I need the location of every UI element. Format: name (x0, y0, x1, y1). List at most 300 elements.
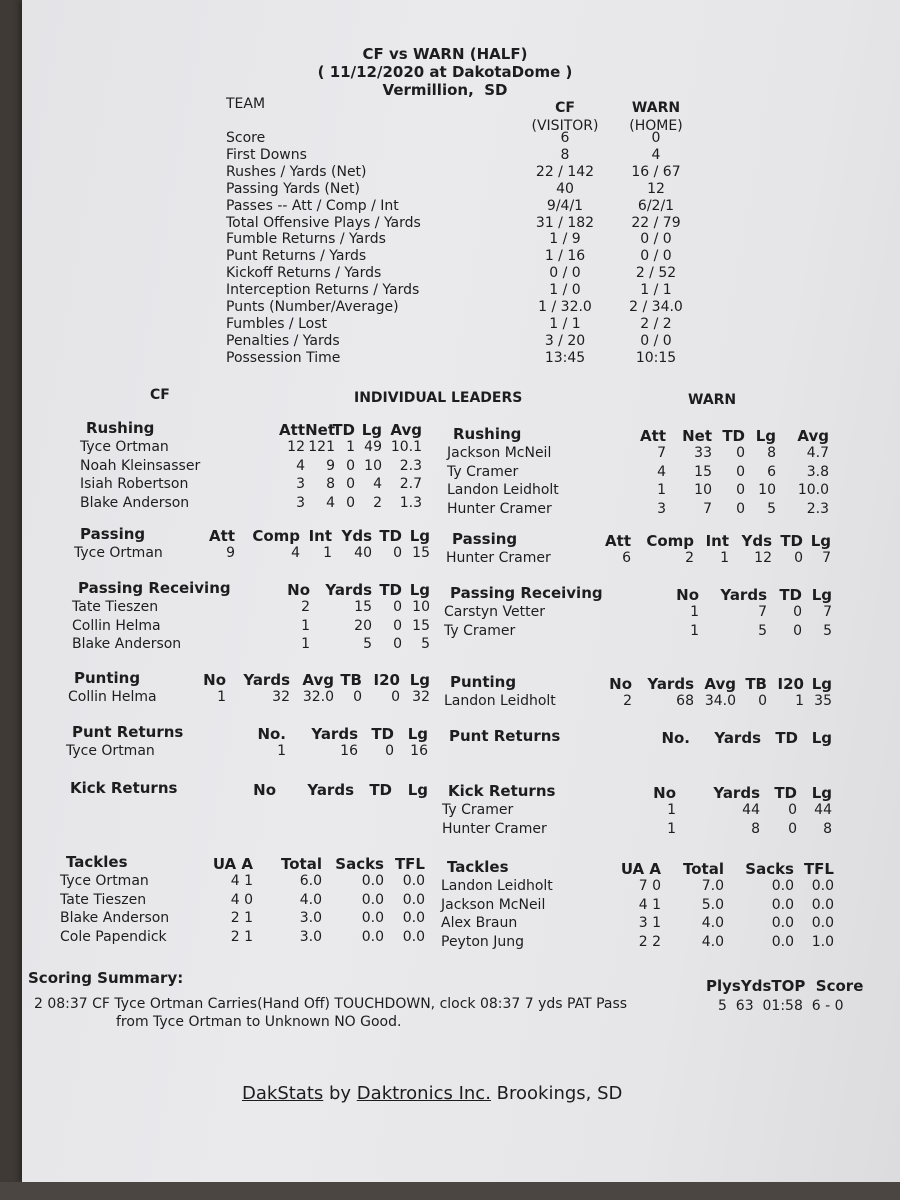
leaders-right-team: WARN (688, 392, 737, 408)
team-stat-label: Fumble Returns / Yards (226, 231, 386, 248)
cf-rushing-value: 1.3 (399, 494, 422, 511)
team-stat-visitor: 1 / 32.0 (538, 299, 592, 315)
cf-punt-returns-col-header: TD (371, 725, 394, 743)
cf-punt-returns-player: Tyce Ortman (66, 743, 155, 759)
team-stat-label: Punts (Number/Average) (226, 299, 399, 315)
warn-rushing-value: 6 (767, 463, 776, 480)
warn-kick-returns-value: 44 (814, 802, 832, 818)
warn-rushing-value: 3.8 (806, 463, 829, 480)
cf-receiving-player: Collin Helma (72, 617, 161, 634)
warn-kick-returns-value: 1 (667, 802, 676, 818)
warn-punt-returns-col-header: TD (775, 729, 798, 747)
cf-receiving-value: 0 (393, 599, 402, 615)
cf-receiving-col-header: Lg (409, 581, 430, 599)
cf-passing-title: Passing (80, 525, 146, 543)
cf-punting-col-header: Avg (302, 671, 334, 689)
warn-rushing-player: Ty Cramer (447, 463, 519, 480)
warn-rushing-value: 8 (767, 445, 776, 461)
cf-tackles-value: 0.0 (361, 873, 384, 889)
warn-kick-returns-value: 1 (667, 820, 676, 837)
team-stat-visitor: 22 / 142 (535, 163, 595, 180)
cf-tackles-value: 4.0 (299, 891, 322, 908)
warn-punting-title: Punting (450, 673, 517, 691)
cf-tackles-player: Cole Papendick (60, 928, 167, 945)
warn-rushing-value: 10 (758, 482, 776, 499)
team-stat-home: 0 (651, 130, 661, 146)
warn-rushing-value: 5 (767, 500, 776, 517)
warn-passing-col-header: TD (780, 532, 803, 550)
cf-rushing-value: 0 (346, 457, 355, 474)
cf-rushing-col-header: Lg (361, 421, 382, 439)
warn-rushing-value: 10 (694, 482, 712, 499)
cf-rushing-value: 10.1 (390, 439, 422, 455)
warn-kick-returns-value: 44 (742, 802, 760, 818)
cf-receiving-value: 15 (412, 617, 430, 634)
warn-tackles-col-header: TFL (803, 860, 834, 878)
warn-kick-returns-col-header: TD (774, 784, 797, 802)
warn-rushing-value: 0 (736, 463, 745, 480)
warn-punt-returns-col-header: Yards (714, 729, 761, 747)
team-stat-visitor: 3 / 20 (544, 332, 586, 349)
warn-tackles-value: 1.0 (811, 933, 834, 950)
warn-punting-col-header: TB (745, 675, 767, 693)
footer (242, 1083, 622, 1105)
team-stat-home: 0 / 0 (640, 248, 672, 265)
warn-receiving-value: 5 (758, 622, 767, 639)
cf-receiving-value: 1 (301, 617, 310, 634)
team-stat-home: 12 (647, 180, 665, 197)
warn-punting-value: 34.0 (704, 693, 736, 709)
cf-receiving-value: 5 (421, 636, 430, 653)
team-label: TEAM (226, 96, 266, 112)
warn-tackles-value: 0.0 (811, 896, 834, 913)
cf-tackles-value: 0.0 (402, 873, 425, 889)
cf-kick-returns-col-header: Yards (307, 781, 354, 799)
warn-rushing-col-header: Lg (755, 427, 776, 445)
cf-kick-returns-col-header: No (253, 781, 276, 799)
warn-tackles-value: 0.0 (771, 896, 794, 913)
warn-tackles-value: 0.0 (771, 915, 794, 932)
leaders-left-team: CF (150, 387, 170, 403)
team-stat-visitor: 6 (560, 130, 570, 146)
warn-rushing-col-header: Net (682, 427, 712, 445)
game-date-venue: ( 11/12/2020 at DakotaDome ) (317, 63, 573, 81)
warn-punting-col-header: I20 (777, 675, 804, 693)
cf-receiving-player: Blake Anderson (72, 636, 182, 653)
team-stat-home: 16 / 67 (631, 163, 681, 180)
warn-tackles-player: Alex Braun (441, 915, 518, 932)
leaders-title: INDIVIDUAL LEADERS (354, 390, 523, 406)
warn-kick-returns-player: Ty Cramer (442, 802, 514, 818)
team-stat-label: Punt Returns / Yards (226, 248, 367, 265)
cf-rushing-value: 12 (287, 439, 305, 455)
cf-tackles-value: 2 1 (230, 910, 253, 927)
cf-passing-col-header: Int (308, 527, 332, 545)
warn-tackles-value: 4 1 (638, 896, 661, 913)
cf-rushing-value: 2 (373, 494, 382, 511)
warn-rushing-value: 0 (736, 500, 745, 517)
visitor-team-name: CF (555, 100, 575, 116)
cf-punting-col-header: I20 (373, 671, 400, 689)
warn-punting-value: 0 (758, 693, 767, 709)
warn-punting-value: 2 (623, 693, 632, 709)
warn-tackles-value: 2 2 (638, 933, 661, 950)
team-stat-home: 0 / 0 (640, 332, 672, 349)
footer-by: by (323, 1083, 357, 1104)
cf-rushing-col-header: Avg (390, 421, 422, 439)
warn-passing-value: 7 (822, 550, 831, 566)
cf-tackles-col-header: Sacks (335, 855, 384, 873)
warn-tackles-value: 4.0 (701, 915, 724, 932)
cf-punting-value: 1 (217, 689, 226, 705)
warn-rushing-col-header: Avg (797, 427, 829, 445)
warn-kick-returns-value: 0 (788, 820, 797, 837)
cf-receiving-player: Tate Tieszen (72, 599, 159, 615)
warn-receiving-value: 1 (690, 622, 699, 639)
warn-rushing-col-header: TD (722, 427, 745, 445)
home-tag: (HOME) (629, 118, 683, 134)
warn-passing-col-header: Yds (741, 532, 772, 550)
cf-kick-returns-col-header: Lg (407, 781, 428, 799)
warn-rushing-value: 15 (694, 463, 712, 480)
warn-punting-value: 68 (676, 693, 694, 709)
team-stat-visitor: 1 / 16 (544, 248, 586, 265)
cf-tackles-player: Tate Tieszen (60, 891, 147, 908)
warn-rushing-value: 1 (657, 482, 666, 499)
warn-receiving-value: 0 (793, 604, 802, 620)
warn-receiving-col-header: Yards (720, 586, 767, 604)
footer-place: Brookings, SD (490, 1083, 623, 1104)
cf-rushing-col-header: Att (279, 421, 305, 439)
warn-rushing-title: Rushing (453, 425, 522, 443)
cf-punting-value: 32 (412, 689, 430, 705)
warn-punting-player: Landon Leidholt (444, 693, 556, 709)
team-stat-home: 2 / 2 (640, 315, 672, 332)
warn-passing-col-header: Att (605, 532, 631, 550)
cf-kick-returns-title: Kick Returns (70, 779, 178, 797)
cf-passing-player: Tyce Ortman (74, 545, 163, 561)
cf-punt-returns-col-header: No. (257, 725, 286, 743)
warn-passing-value: 6 (622, 550, 631, 566)
cf-punting-value: 0 (391, 689, 400, 705)
cf-rushing-value: 121 (308, 439, 335, 455)
warn-kick-returns-value: 8 (823, 820, 832, 837)
team-stat-label: Possession Time (226, 349, 341, 366)
cf-passing-value: 4 (291, 545, 300, 561)
cf-rushing-value: 2.7 (399, 476, 422, 493)
warn-tackles-value: 7.0 (701, 878, 724, 894)
cf-punt-returns-title: Punt Returns (72, 723, 184, 741)
cf-rushing-value: 10 (364, 457, 382, 474)
warn-tackles-value: 5.0 (701, 896, 724, 913)
warn-passing-col-header: Lg (810, 532, 831, 550)
cf-rushing-value: 4 (326, 494, 335, 511)
cf-receiving-value: 15 (354, 599, 372, 615)
cf-tackles-value: 3.0 (299, 928, 322, 945)
warn-tackles-value: 0.0 (771, 878, 794, 894)
team-stat-home: 2 / 34.0 (629, 299, 683, 315)
cf-rushing-value: 4 (296, 457, 305, 474)
cf-tackles-value: 4 1 (230, 873, 253, 889)
cf-receiving-value: 20 (354, 617, 372, 634)
warn-rushing-value: 4 (657, 463, 666, 480)
warn-rushing-value: 3 (657, 500, 666, 517)
cf-passing-value: 40 (354, 545, 372, 561)
team-stat-visitor: 8 (560, 146, 570, 163)
cf-tackles-value: 6.0 (299, 873, 322, 889)
warn-passing-value: 0 (794, 550, 803, 566)
warn-tackles-col-header: UA A (620, 860, 661, 878)
warn-tackles-value: 0.0 (811, 915, 834, 932)
warn-punting-value: 35 (814, 693, 832, 709)
warn-rushing-player: Hunter Cramer (447, 500, 552, 517)
cf-rushing-player: Isiah Robertson (80, 476, 189, 493)
dakstats-link[interactable]: DakStats (242, 1083, 324, 1104)
warn-rushing-col-header: Att (640, 427, 666, 445)
warn-receiving-value: 0 (793, 622, 802, 639)
cf-receiving-value: 5 (363, 636, 372, 653)
warn-punting-col-header: Avg (704, 675, 736, 693)
cf-punting-title: Punting (74, 669, 141, 687)
warn-receiving-col-header: Lg (811, 586, 832, 604)
daktronics-link[interactable]: Daktronics Inc. (356, 1083, 491, 1104)
cf-passing-value: 15 (412, 545, 430, 561)
warn-receiving-title: Passing Receiving (450, 584, 603, 602)
warn-passing-player: Hunter Cramer (446, 550, 551, 566)
team-stat-home: 22 / 79 (631, 214, 681, 231)
cf-rushing-value: 0 (346, 476, 355, 493)
cf-rushing-value: 3 (296, 476, 305, 493)
cf-rushing-col-header: TD (332, 421, 355, 439)
scoring-columns-header: PlysYdsTOP Score (706, 977, 864, 995)
warn-kick-returns-value: 8 (751, 820, 760, 837)
warn-tackles-player: Jackson McNeil (441, 896, 546, 913)
team-stat-home: 4 (651, 146, 661, 163)
cf-passing-col-header: Yds (341, 527, 372, 545)
team-stat-label: Total Offensive Plays / Yards (226, 214, 421, 231)
scoring-summary-title: Scoring Summary: (28, 969, 184, 987)
cf-rushing-value: 8 (326, 476, 335, 493)
cf-tackles-value: 0.0 (402, 891, 425, 908)
warn-rushing-value: 2.3 (806, 500, 829, 517)
warn-kick-returns-player: Hunter Cramer (442, 820, 547, 837)
cf-passing-col-header: Att (209, 527, 235, 545)
team-stat-home: 2 / 52 (635, 265, 677, 282)
team-stat-label: Passing Yards (Net) (226, 180, 360, 197)
warn-passing-col-header: Comp (646, 532, 694, 550)
cf-tackles-value: 0.0 (361, 910, 384, 927)
warn-tackles-col-header: Sacks (745, 860, 794, 878)
team-stat-visitor: 1 / 1 (549, 315, 581, 332)
cf-punting-col-header: Lg (409, 671, 430, 689)
team-stat-visitor: 9/4/1 (546, 197, 584, 214)
warn-tackles-player: Landon Leidholt (441, 878, 553, 894)
warn-tackles-value: 7 0 (638, 878, 661, 894)
warn-kick-returns-value: 0 (788, 802, 797, 818)
cf-receiving-col-header: TD (379, 581, 402, 599)
warn-kick-returns-col-header: Yards (713, 784, 760, 802)
cf-punt-returns-col-header: Yards (311, 725, 358, 743)
warn-punting-col-header: Lg (811, 675, 832, 693)
warn-passing-col-header: Int (705, 532, 729, 550)
cf-passing-col-header: Lg (409, 527, 430, 545)
team-stat-home: 0 / 0 (640, 231, 672, 248)
cf-passing-col-header: Comp (252, 527, 300, 545)
warn-rushing-player: Jackson McNeil (447, 445, 552, 461)
warn-tackles-value: 3 1 (638, 915, 661, 932)
game-title: CF vs WARN (HALF) (362, 45, 528, 63)
cf-punting-col-header: Yards (243, 671, 290, 689)
cf-receiving-value: 0 (393, 617, 402, 634)
cf-tackles-player: Tyce Ortman (60, 873, 149, 889)
cf-tackles-value: 0.0 (361, 928, 384, 945)
team-stat-visitor: 40 (556, 180, 574, 197)
cf-rushing-value: 0 (346, 494, 355, 511)
team-stat-label: Kickoff Returns / Yards (226, 265, 382, 282)
warn-rushing-value: 4.7 (806, 445, 829, 461)
team-stat-label: Interception Returns / Yards (226, 282, 420, 299)
cf-rushing-value: 2.3 (399, 457, 422, 474)
cf-rushing-value: 49 (364, 439, 382, 455)
warn-receiving-value: 7 (758, 604, 767, 620)
scoring-play-line-2: from Tyce Ortman to Unknown NO Good. (116, 1014, 402, 1030)
cf-passing-col-header: TD (379, 527, 402, 545)
team-stat-home: 10:15 (635, 349, 677, 366)
team-stat-visitor: 1 / 9 (549, 231, 581, 248)
warn-receiving-value: 5 (823, 622, 832, 639)
game-location: Vermillion, SD (382, 81, 508, 99)
warn-receiving-col-header: No (676, 586, 699, 604)
team-stat-visitor: 0 / 0 (549, 265, 581, 282)
cf-punting-col-header: TB (340, 671, 362, 689)
cf-punting-value: 32 (272, 689, 290, 705)
warn-receiving-player: Ty Cramer (444, 622, 516, 639)
cf-kick-returns-col-header: TD (369, 781, 392, 799)
warn-rushing-value: 0 (736, 482, 745, 499)
cf-receiving-title: Passing Receiving (78, 579, 231, 597)
cf-tackles-value: 3.0 (299, 910, 322, 927)
warn-rushing-value: 0 (736, 445, 745, 461)
team-stat-visitor: 31 / 182 (535, 214, 595, 231)
warn-rushing-value: 10.0 (797, 482, 829, 499)
cf-passing-value: 0 (393, 545, 402, 561)
warn-tackles-player: Peyton Jung (441, 933, 524, 950)
warn-tackles-value: 0.0 (771, 933, 794, 950)
warn-punting-col-header: Yards (647, 675, 694, 693)
warn-kick-returns-col-header: Lg (811, 784, 832, 802)
cf-rushing-value: 4 (373, 476, 382, 493)
cf-rushing-col-header: Net (305, 421, 335, 439)
warn-tackles-value: 4.0 (701, 933, 724, 950)
cf-rushing-player: Blake Anderson (80, 494, 190, 511)
cf-passing-value: 9 (226, 545, 235, 561)
warn-punting-value: 1 (795, 693, 804, 709)
cf-receiving-value: 1 (301, 636, 310, 653)
cf-tackles-value: 2 1 (230, 928, 253, 945)
cf-rushing-value: 1 (346, 439, 355, 455)
team-stat-home: 1 / 1 (640, 282, 672, 299)
warn-punting-col-header: No (609, 675, 632, 693)
cf-punt-returns-value: 0 (385, 743, 394, 759)
cf-tackles-value: 0.0 (402, 928, 425, 945)
scoring-play-stats: 5 63 01:58 6 - 0 (718, 998, 844, 1014)
cf-tackles-value: 0.0 (402, 910, 425, 927)
cf-punt-returns-value: 16 (410, 743, 428, 759)
cf-receiving-value: 10 (412, 599, 430, 615)
scoring-play-line-1: 2 08:37 CF Tyce Ortman Carries(Hand Off) TOUCHDOWN, clock 08:37 7 yds PAT Pass (34, 996, 628, 1012)
warn-punt-returns-col-header: No. (661, 729, 690, 747)
cf-punt-returns-value: 16 (340, 743, 358, 759)
warn-tackles-col-header: Total (683, 860, 724, 878)
cf-tackles-col-header: TFL (394, 855, 425, 873)
warn-kick-returns-col-header: No (653, 784, 676, 802)
cf-receiving-value: 2 (301, 599, 310, 615)
cf-punt-returns-col-header: Lg (407, 725, 428, 743)
cf-tackles-value: 0.0 (361, 891, 384, 908)
team-stat-visitor: 13:45 (544, 349, 586, 366)
cf-punting-player: Collin Helma (68, 689, 157, 705)
cf-receiving-col-header: Yards (325, 581, 372, 599)
cf-tackles-col-header: UA A (212, 855, 253, 873)
background-surface (0, 1182, 900, 1200)
warn-receiving-value: 1 (690, 604, 699, 620)
team-stat-label: First Downs (226, 146, 307, 163)
warn-rushing-value: 33 (694, 445, 712, 461)
warn-rushing-value: 7 (657, 445, 666, 461)
warn-kick-returns-title: Kick Returns (448, 782, 556, 800)
cf-punting-col-header: No (203, 671, 226, 689)
cf-rushing-title: Rushing (86, 419, 155, 437)
cf-receiving-value: 0 (393, 636, 402, 653)
home-team-name: WARN (631, 100, 681, 116)
warn-rushing-player: Landon Leidholt (447, 482, 559, 499)
warn-passing-title: Passing (452, 530, 518, 548)
team-stat-label: Passes -- Att / Comp / Int (226, 197, 399, 214)
cf-punting-value: 0 (353, 689, 362, 705)
cf-tackles-player: Blake Anderson (60, 910, 170, 927)
cf-tackles-title: Tackles (66, 853, 128, 871)
cf-tackles-value: 4 0 (230, 891, 253, 908)
warn-rushing-value: 7 (703, 500, 712, 517)
cf-rushing-value: 9 (326, 457, 335, 474)
warn-passing-value: 2 (685, 550, 694, 566)
cf-passing-value: 1 (323, 545, 332, 561)
team-stat-visitor: 1 / 0 (549, 282, 581, 299)
cf-rushing-player: Tyce Ortman (80, 439, 169, 455)
warn-receiving-value: 7 (823, 604, 832, 620)
team-stat-home: 6/2/1 (637, 197, 675, 214)
warn-tackles-title: Tackles (447, 858, 509, 876)
warn-receiving-col-header: TD (779, 586, 802, 604)
team-stat-label: Score (226, 130, 266, 146)
cf-punt-returns-value: 1 (277, 743, 286, 759)
cf-punting-value: 32.0 (302, 689, 334, 705)
cf-rushing-player: Noah Kleinsasser (80, 457, 201, 474)
warn-passing-value: 1 (720, 550, 729, 566)
warn-punt-returns-title: Punt Returns (449, 727, 561, 745)
team-stat-label: Rushes / Yards (Net) (226, 163, 367, 180)
warn-receiving-player: Carstyn Vetter (444, 604, 545, 620)
warn-punt-returns-col-header: Lg (811, 729, 832, 747)
cf-tackles-col-header: Total (281, 855, 322, 873)
warn-tackles-value: 0.0 (811, 878, 834, 894)
cf-rushing-value: 3 (296, 494, 305, 511)
team-stat-label: Penalties / Yards (226, 332, 340, 349)
cf-receiving-col-header: No (287, 581, 310, 599)
visitor-tag: (VISITOR) (531, 118, 599, 134)
team-stat-label: Fumbles / Lost (226, 315, 328, 332)
warn-passing-value: 12 (754, 550, 772, 566)
